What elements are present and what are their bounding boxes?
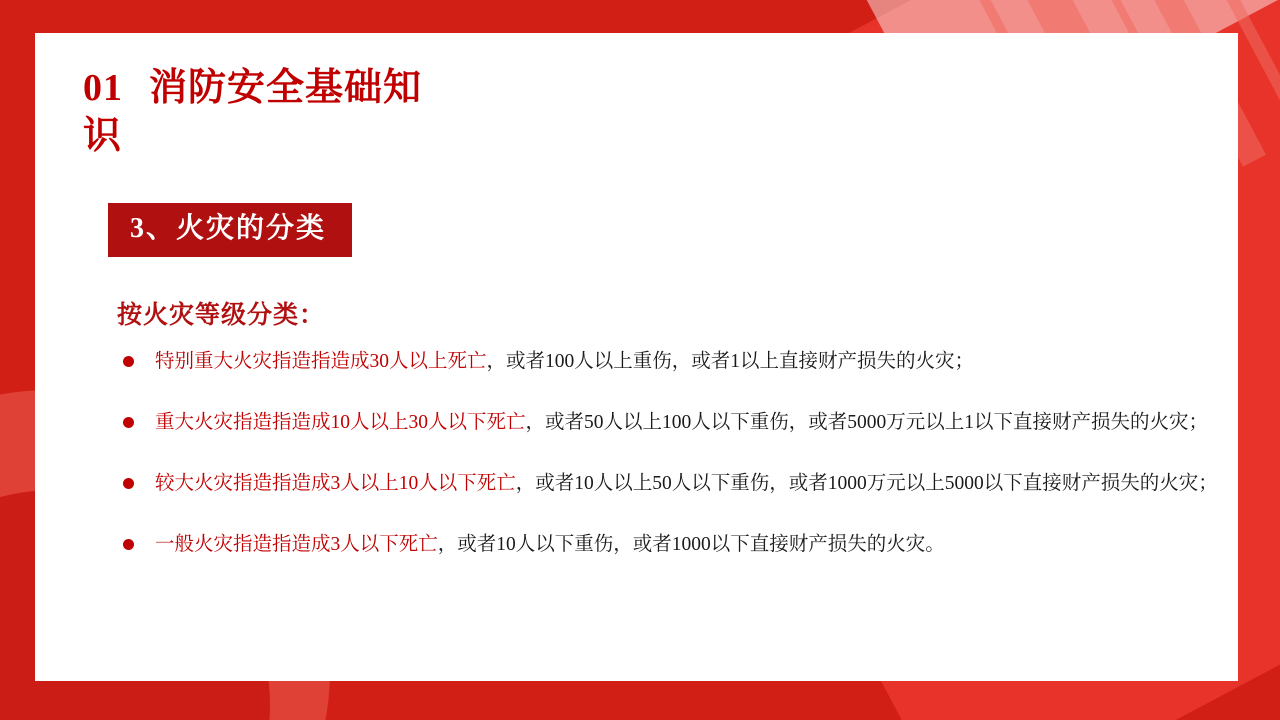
bullet-dot-icon [123, 417, 134, 428]
section-title: 消防安全基础知 [149, 67, 423, 109]
subtitle-badge: 3、火灾的分类 [108, 203, 352, 257]
section-number: 01 [83, 67, 123, 109]
bullet-dot-icon [123, 478, 134, 489]
bullet-dot-icon [123, 356, 134, 367]
list-item [119, 404, 1219, 442]
section-title-line2: 识 [83, 114, 123, 157]
list-item-rest: ，或者50人以上100人以下重伤，或者5000万元以上1以下直接财产损失的火灾； [525, 412, 1209, 434]
list-item-highlight: 较大火灾指造指造成3人以上10人以下死亡 [155, 473, 516, 495]
list-item [119, 465, 1219, 503]
lead-text: 按火灾等级分类： [117, 302, 326, 329]
list-item [119, 526, 1219, 564]
list-item-highlight: 特别重大火灾指造指造成30人以上死亡 [155, 351, 487, 372]
list-item-rest: ，或者100人以上重伤，或者1以上直接财产损失的火灾； [486, 351, 975, 372]
list-item-highlight: 一般火灾指造指造成3人以下死亡 [155, 534, 438, 556]
list-item-rest: ，或者10人以上50人以下重伤，或者1000万元以上5000以下直接财产损失的火灾； [515, 473, 1218, 495]
bullet-list [119, 343, 1219, 587]
list-item [119, 343, 1219, 381]
page-title [83, 65, 783, 160]
bullet-dot-icon [123, 539, 134, 550]
list-item-rest: ，或者10人以下重伤，或者1000以下直接财产损失的火灾。 [437, 534, 945, 556]
list-item-highlight: 重大火灾指造指造成10人以上30人以下死亡 [155, 412, 526, 434]
content-card [35, 33, 1238, 681]
